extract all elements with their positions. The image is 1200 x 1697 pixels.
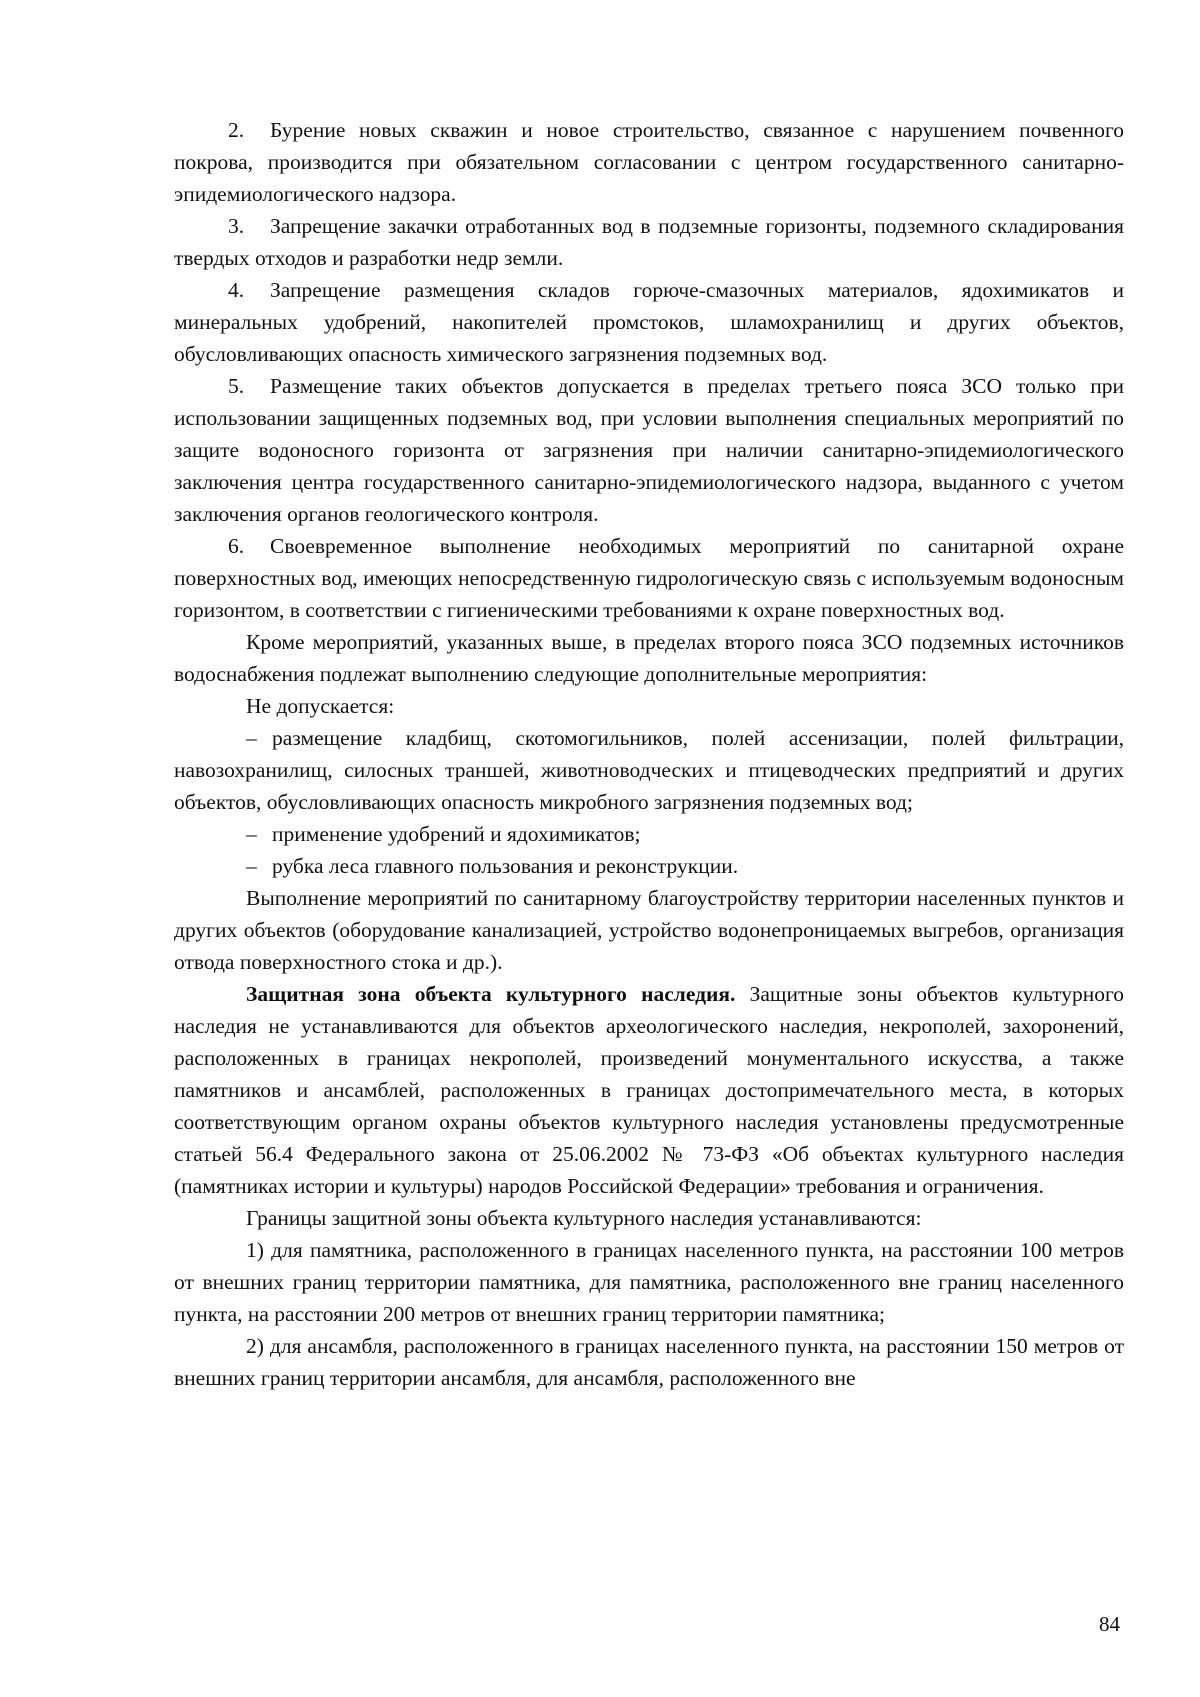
heritage-heading: Защитная зона объекта культурного наследия.	[246, 982, 736, 1006]
dash-bullet: –	[246, 822, 257, 846]
paragraph-text: Своевременное выполнение необходимых мероприятий по санитарной охране поверхностных вод, имеющих непосредственную гидрологическую связь с используемым водоносным горизонтом, в соответствии с гигиеническими требованиями к охране поверхностных вод.	[174, 534, 1124, 622]
dash-list-item	[174, 722, 1124, 818]
paragraph-number: 5.	[228, 374, 245, 398]
paragraph-number: 2.	[228, 118, 245, 142]
paragraph-text: Размещение таких объектов допускается в пределах третьего пояса ЗСО только при использовании защищенных подземных вод, при условии выполнения специальных мероприятий по защите водоносного горизонта от загрязнения при наличии санитарно-эпидемиологического заключения центра государственного санитарно-эпидемиологического надзора, выданного с учетом заключения органов геологического контроля.	[174, 374, 1124, 526]
numbered-paragraph-3	[174, 210, 1124, 274]
numbered-paragraph-6	[174, 530, 1124, 626]
paragraph-number: 6.	[228, 534, 245, 558]
page-number: 84	[1099, 1612, 1120, 1636]
paragraph-text: Запрещение закачки отработанных вод в подземные горизонты, подземного складирования твердых отходов и разработки недр земли.	[174, 214, 1124, 270]
paragraph-boundaries: Границы защитной зоны объекта культурного наследия устанавливаются:	[246, 1206, 922, 1230]
boundary-item-1: 1) для памятника, расположенного в границах населенного пункта, на расстоянии 100 метров от внешних границ территории памятника, для памятника, расположенного вне границ населенного пункта, на расстоянии 200 метров от внешних границ территории памятника;	[174, 1238, 1124, 1326]
dash-list-text: применение удобрений и ядохимикатов;	[272, 822, 641, 846]
dash-list-item	[174, 818, 1124, 850]
numbered-paragraph-5	[174, 370, 1124, 530]
dash-list-text: рубка леса главного пользования и реконструкции.	[272, 854, 739, 878]
paragraph-text: Бурение новых скважин и новое строительство, связанное с нарушением почвенного покрова, производится при обязательном согласовании с центром государственного санитарно-эпидемиологического надзора.	[174, 118, 1124, 206]
paragraph-number: 3.	[228, 214, 245, 238]
dash-list-text: размещение кладбищ, скотомогильников, полей ассенизации, полей фильтрации, навозохранилищ, силосных траншей, животноводческих и птицеводческих предприятий и других объектов, обусловливающих опасность микробного загрязнения подземных вод;	[174, 726, 1124, 814]
dash-list-item	[174, 850, 1124, 882]
paragraph-number: 4.	[228, 278, 245, 302]
paragraph-intro: Кроме мероприятий, указанных выше, в пределах второго пояса ЗСО подземных источников водоснабжения подлежат выполнению следующие дополнительные мероприятия:	[174, 630, 1124, 686]
numbered-paragraph-4	[174, 274, 1124, 370]
paragraph-sanitary: Выполнение мероприятий по санитарному благоустройству территории населенных пунктов и других объектов (оборудование канализацией, устройство водонепроницаемых выгребов, организация отвода поверхностного стока и др.).	[174, 886, 1124, 974]
paragraph-text: Запрещение размещения складов горюче-смазочных материалов, ядохимикатов и минеральных удобрений, накопителей промстоков, шламохранилищ и других объектов, обусловливающих опасность химического загрязнения подземных вод.	[174, 278, 1124, 366]
document-body	[174, 114, 1124, 1394]
boundary-item-2: 2) для ансамбля, расположенного в границах населенного пункта, на расстоянии 150 метров от внешних границ территории ансамбля, для ансамбля, расположенного вне	[174, 1334, 1124, 1390]
paragraph-heritage	[174, 978, 1124, 1202]
numbered-paragraph-2	[174, 114, 1124, 210]
dash-bullet: –	[246, 854, 257, 878]
heritage-text: Защитные зоны объектов культурного наследия не устанавливаются для объектов археологического наследия, некрополей, захоронений, расположенных в границах некрополей, произведений монументального искусства, а также памятников и ансамблей, расположенных в границах достопримечательного места, в которых соответствующим органом охраны объектов культурного наследия установлены предусмотренные статьей 56.4 Федерального закона от 25.06.2002 № 73-ФЗ «Об объектах культурного наследия (памятниках истории и культуры) народов Российской Федерации» требования и ограничения.	[174, 982, 1125, 1198]
paragraph-not-allowed: Не допускается:	[246, 694, 395, 718]
dash-bullet: –	[246, 726, 257, 750]
